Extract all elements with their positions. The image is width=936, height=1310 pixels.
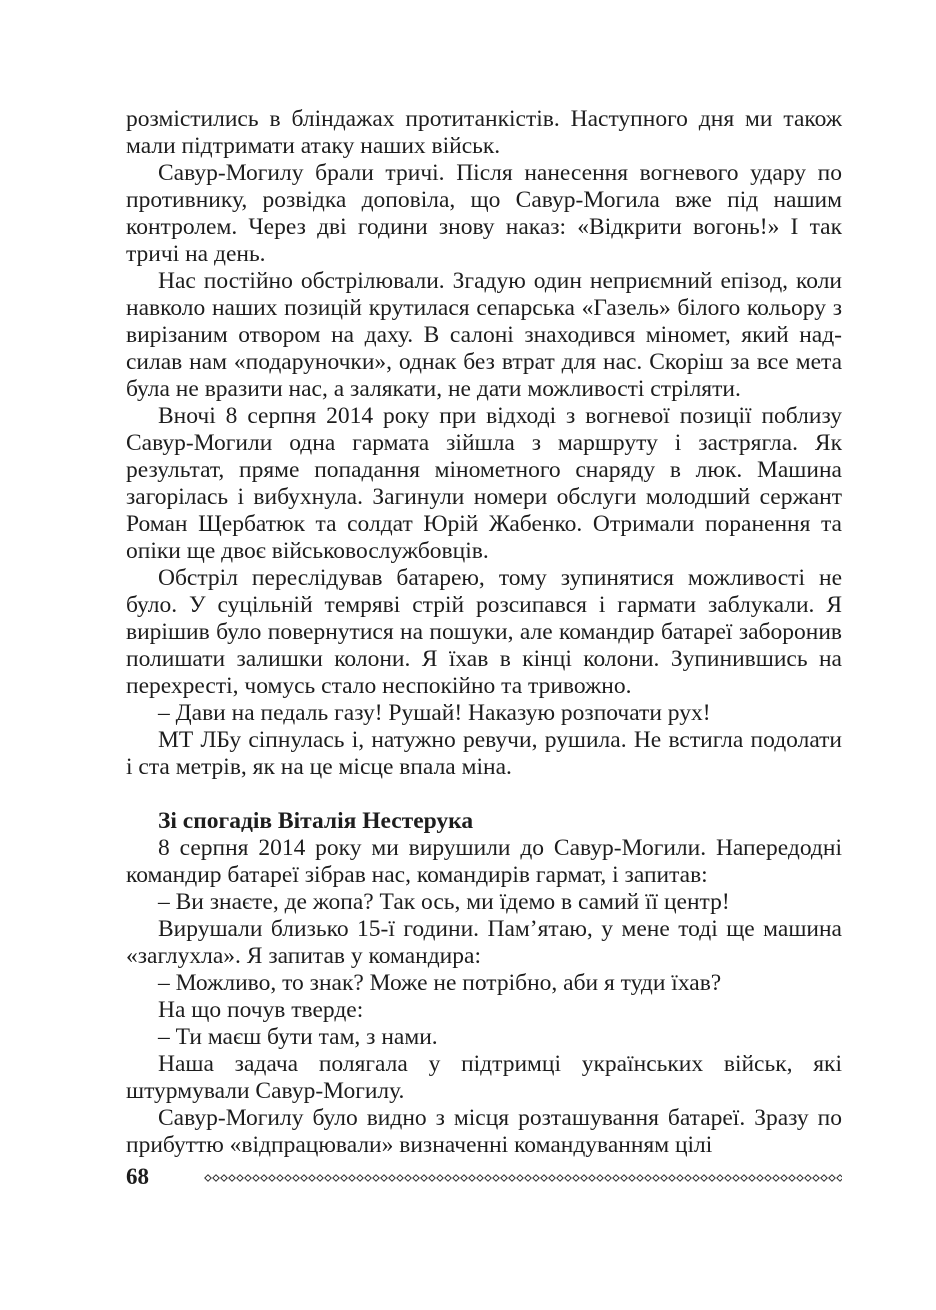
paragraph: Савур-Могилу було видно з місця розташування батареї. Зразу по прибуттю «відпрацювали» визначенні командуванням цілі [126,1105,842,1158]
paragraph: Нас постійно обстрілювали. Згадую один неприємний епізод, коли навколо наших позицій крутилася сепарська «Газель» білого кольору з вирізаним отвором на даху. В салоні знаходився міномет, який надсилав нам «подаруночки», однак без втрат для нас. Скоріш за все мета була не вразити нас, а залякати, не дати можливості стріляти. [126,268,842,402]
page-footer [126,1162,842,1192]
paragraph: Савур-Могилу брали тричі. Після нанесення вогневого удару по противнику, розвідка доповіла, що Савур-Могила вже під нашим контролем. Через дві години знову наказ: «Відкрити вогонь!» І так тричі на день. [126,160,842,267]
dialog-line: – Ви знаєте, де жопа? Так ось, ми їдемо в самий її центр! [158,889,730,915]
paragraph: 8 серпня 2014 року ми вирушили до Савур-Могили. Напередодні командир батареї зібрав нас, командирів гармат, і запитав: [126,835,842,888]
paragraph: На що почув тверде: [158,997,364,1023]
dialog-line: – Дави на педаль газу! Рушай! Наказую розпочати рух! [158,700,711,726]
paragraph: Вночі 8 серпня 2014 року при відході з вогневої позиції поблизу Савур-Могили одна гармата зійшла з маршруту і застрягла. Як результат, пряме попадання мінометного снаряду в люк. Машина загорілась і вибухнула. Загинули номери обслуги молодший сержант Роман Щербатюк та солдат Юрій Жабенко. Отримали поранення та опіки ще двоє військовослужбовців. [126,403,842,564]
chain-ornament [204,1173,842,1183]
section-heading: Зі спогадів Віталія Нестерука [158,808,474,834]
paragraph: розмістились в бліндажах протитанкістів. Наступного дня ми також мали підтримати атаку наших військ. [126,106,842,159]
dialog-line: – Можливо, то знак? Може не потрібно, аби я туди їхав? [158,970,722,996]
dialog-line: – Ти маєш бути там, з нами. [158,1024,438,1050]
paragraph: Наша задача полягала у підтримці українських військ, які штурмували Савур-Могилу. [126,1051,842,1104]
paragraph: Вирушали близько 15-ї години. Пам’ятаю, у мене тоді ще машина «заглухла». Я запитав у командира: [126,916,842,969]
page-body [126,106,842,1159]
page-number: 68 [126,1164,149,1189]
paragraph: Обстріл переслідував батарею, тому зупинятися можливості не було. У суцільній темряві стрій розсипався і гармати заблукали. Я вирішив було повернутися на пошуки, але командир батареї заборонив полишати залишки колони. Я їхав в кінці колони. Зупинившись на перехресті, чомусь стало неспокійно та тривожно. [126,565,842,699]
paragraph: МТ ЛБу сіпнулась і, натужно ревучи, рушила. Не встигла подолати і ста метрів, як на це місце впала міна. [126,727,842,780]
